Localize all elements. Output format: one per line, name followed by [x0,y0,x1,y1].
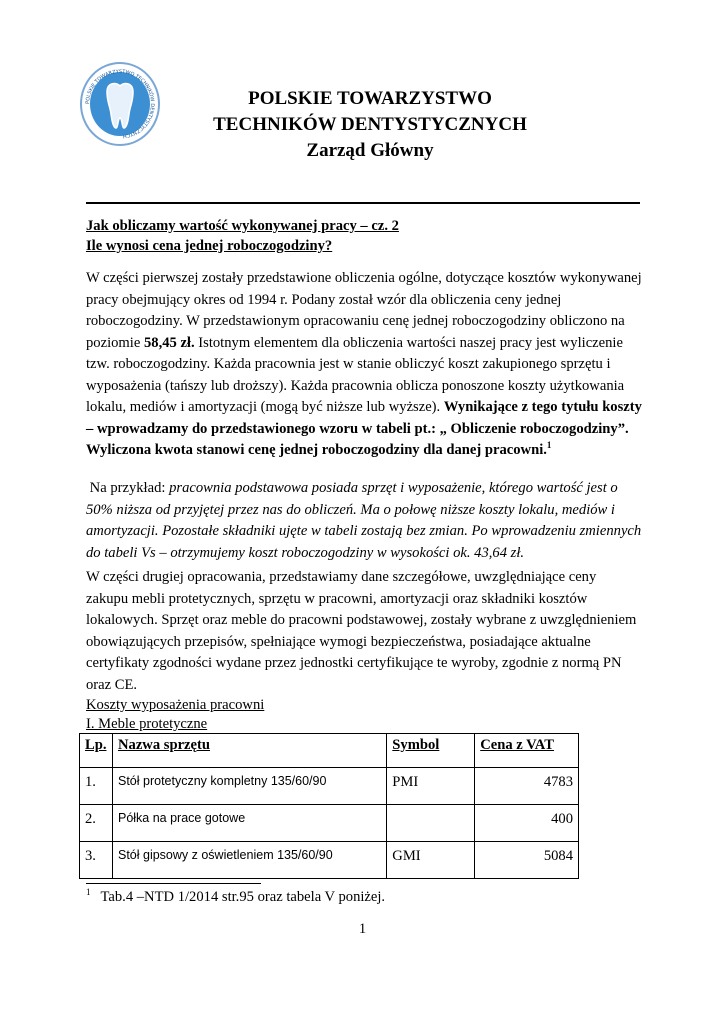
footnote-text: Tab.4 –NTD 1/2014 str.95 oraz tabela V poniżej. [100,889,386,905]
furniture-table [79,733,579,879]
table-header-row [80,734,579,768]
org-subtitle: Zarząd Główny [306,140,434,161]
header-divider [86,202,640,204]
col-name: Nazwa sprzętu [112,734,386,768]
paragraph-3: W części drugiej opracowania, przedstawiamy dane szczegółowe, uwzględniające ceny zakupu mebli protetycznych, sprzętu w pracowni, amortyzacji oraz składniki kosztów lokalowych. Sprzęt oraz meble do pracowni podstawowej, zostały wybrane z uwzględnieniem obowiązujących przepisów, spełniające wymogi bezpieczeństwa, posiadające aktualne certyfikaty zgodności wydane przez jednostki certyfikujące te wyroby, zgodnie z normą PN oraz CE. [86,569,637,693]
cell-price: 4783 [475,768,579,805]
cell-price: 5084 [475,842,579,879]
cell-name: Półka na prace gotowe [112,805,386,842]
logo-ring-text: POLSKIE TOWARZYSTWO TECHNIKÓW DENTYSTYCZNYCH [84,68,156,139]
org-name-line1: POLSKIE TOWARZYSTWO [248,88,492,109]
cell-lp: 3. [80,842,113,879]
p1-price: 58,45 zł. [143,334,195,351]
p2-lead: Na przykład: [89,480,170,496]
subsection-title: I. Meble protetyczne [86,716,208,732]
p1-text-b: Istotnym elementem dla obliczenia wartości naszej pracy jest wyliczenie tzw. roboczogodziny. Każda pracownia jest w stanie obliczyć koszt zakupionego sprzętu i wyposażenia (tańszy lub droższy). Każda pracownia oblicza ponoszone koszty użytkowania lokalu, mediów i amortyzacji (mogą być niższe lub wyższe). [86,334,625,415]
article-title-2: Ile wynosi cena jednej roboczogodziny? [86,238,333,254]
cell-symbol: GMI [387,842,475,879]
cell-name: Stół gipsowy z oświetleniem 135/60/90 [112,842,386,879]
ptd-logo [80,62,160,146]
footnote-ref[interactable]: 1 [546,440,552,451]
table-row [80,842,579,879]
cell-symbol [387,805,475,842]
article-title-1: Jak obliczamy wartość wykonywanej pracy – cz. 2 [86,218,399,234]
p1-text-a: W części pierwszej zostały przedstawione obliczenia ogólne, dotyczące kosztów wykonywanej pracy obejmujący okres od 1994 r. Podany został wzór dla obliczenia ceny jednej roboczogodziny. W przedstawionym opracowaniu cenę jednej roboczogodziny obliczono na poziomie [86,270,642,351]
footnote-divider [86,883,261,884]
cell-lp: 1. [80,768,113,805]
col-lp: Lp. [80,734,113,768]
footnote [86,889,385,906]
section-title: Koszty wyposażenia pracowni [86,697,265,713]
cell-price: 400 [475,805,579,842]
org-name-line2: TECHNIKÓW DENTYSTYCZNYCH [213,114,527,135]
paragraph-1 [86,268,642,462]
paragraph-2 [86,478,642,564]
col-symbol: Symbol [387,734,475,768]
table-row [80,805,579,842]
cell-symbol: PMI [387,768,475,805]
cell-lp: 2. [80,805,113,842]
p1-bold-text: Wynikające z tego tytułu koszty – wprowadzamy do przedstawionego wzoru w tabeli pt.: „ Obliczenie roboczogodziny”. Wyliczona kwota stanowi cenę jednej roboczogodziny dla danej pracowni. [86,399,642,458]
table-row [80,768,579,805]
cell-name: Stół protetyczny kompletny 135/60/90 [112,768,386,805]
col-price: Cena z VAT [475,734,579,768]
page-number: 1 [358,921,367,937]
p2-italic: pracownia podstawowa posiada sprzęt i wyposażenie, którego wartość jest o 50% niższa od przyjętej przez nas do obliczeń. Ma o połowę niższe koszty lokalu, mediów i amortyzacji. Pozostałe składniki ujęte w tabeli zostają bez zmian. Po wprowadzeniu zmiennych do tabeli Vs – otrzymujemy koszt roboczogodziny w wysokości ok. 43,64 zł. [86,480,642,561]
footnote-mark: 1 [86,887,91,898]
